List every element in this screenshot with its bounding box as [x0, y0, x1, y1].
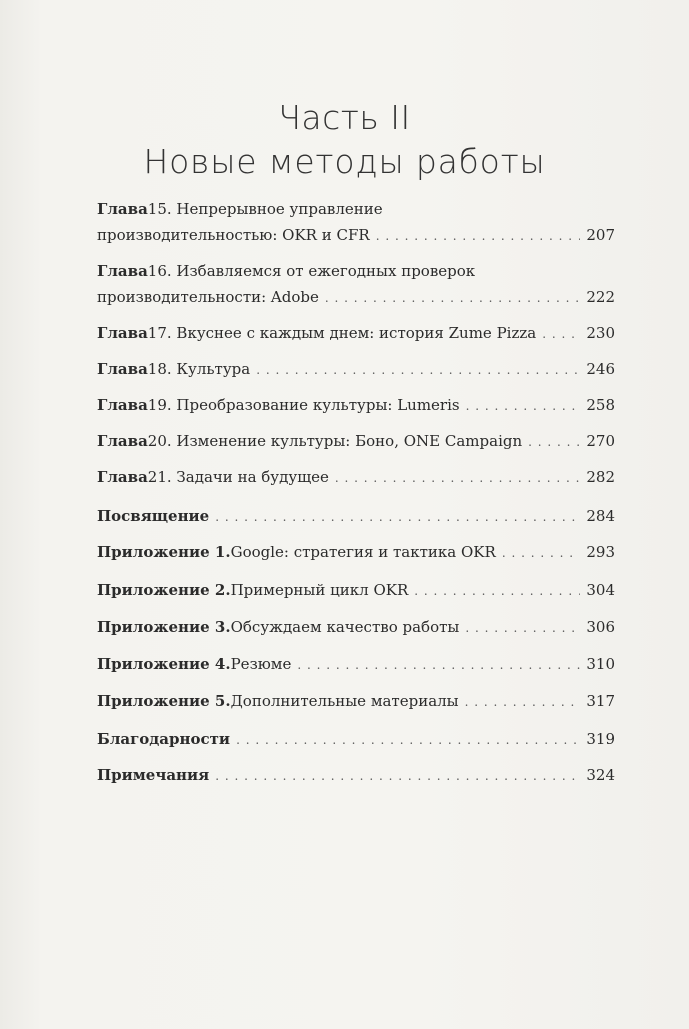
toc-entry-title: 18. Культура [147, 360, 251, 378]
toc-entry-dedication[interactable] [97, 503, 615, 530]
toc-entry-prefix: Глава [97, 396, 148, 414]
toc-entry-prefix: Глава [97, 324, 148, 342]
toc-page-number: 319 [586, 730, 615, 748]
toc-entry-acknowledgments[interactable] [97, 726, 615, 753]
toc-entry-title: 19. Преобразование культуры: Lumeris [147, 396, 460, 414]
toc-entry-chapter-18[interactable] [97, 356, 615, 383]
toc-entry-prefix: Приложение 5. [97, 692, 231, 710]
leader-dots [465, 615, 580, 641]
toc-page-number: 306 [586, 618, 615, 636]
toc-page-number: 270 [586, 432, 615, 450]
toc-entry-appendix-3[interactable] [97, 614, 615, 641]
toc-entry-prefix: Глава [97, 360, 148, 378]
toc-entry-appendix-4[interactable] [97, 651, 615, 678]
leader-dots [256, 357, 580, 383]
toc-page-number: 246 [586, 360, 615, 378]
leader-dots [236, 727, 580, 753]
toc-page-number: 293 [586, 543, 615, 561]
toc-page-number: 230 [586, 324, 615, 342]
part-label: Часть II [278, 98, 411, 137]
toc-entry-prefix: Приложение 1. [97, 543, 231, 561]
toc-entry-prefix: Посвящение [97, 507, 210, 525]
toc-page-number: 258 [586, 396, 615, 414]
toc-entry-prefix: Приложение 2. [97, 581, 231, 599]
toc-page-number: 222 [586, 288, 615, 306]
toc-entry-prefix: Примечания [97, 766, 210, 784]
toc-entry-prefix: Приложение 4. [97, 655, 231, 673]
toc-page-number: 310 [586, 655, 615, 673]
toc-entry-chapter-20[interactable] [97, 428, 615, 455]
toc-entry-prefix: Глава [97, 432, 148, 450]
toc-entry-title: 21. Задачи на будущее [147, 468, 329, 486]
toc-entry-title: Примерный цикл OKR [230, 581, 409, 599]
toc-entry-prefix: Глава [97, 200, 148, 218]
toc-entry-prefix: Приложение 3. [97, 618, 231, 636]
toc-entry-appendix-2[interactable] [97, 577, 615, 604]
leader-dots [335, 465, 580, 491]
toc-entry-chapter-15[interactable] [97, 196, 615, 249]
toc-entry-title-line1: 15. Непрерывное управление [147, 200, 383, 218]
toc-page-number: 282 [586, 468, 615, 486]
toc-page-number: 207 [586, 226, 615, 244]
leader-dots [325, 285, 580, 311]
leader-dots [465, 689, 581, 715]
leader-dots [414, 578, 580, 604]
toc-page-number: 324 [586, 766, 615, 784]
leader-dots [297, 652, 580, 678]
toc-entry-appendix-5[interactable] [97, 688, 615, 715]
toc-entry-chapter-21[interactable] [97, 464, 615, 491]
leader-dots [376, 223, 581, 249]
toc-entry-title-line1: 16. Избавляемся от ежегодных проверок [147, 262, 476, 280]
toc-entry-title-line2: производительностью: OKR и CFR [97, 226, 370, 244]
toc-entry-title: 17. Вкуснее с каждым днем: история Zume Pizza [147, 324, 537, 342]
leader-dots [542, 321, 580, 347]
toc-entry-chapter-16[interactable] [97, 258, 615, 311]
toc-entry-title: Google: стратегия и тактика OKR [230, 543, 496, 561]
toc-entry-title: Резюме [230, 655, 292, 673]
part-title: Новые методы работы [143, 142, 546, 181]
leader-dots [502, 540, 581, 566]
part-header [0, 96, 689, 184]
toc-entry-prefix: Глава [97, 468, 148, 486]
toc-entry-title: 20. Изменение культуры: Боно, ONE Campaign [147, 432, 523, 450]
toc-entry-title: Дополнительные материалы [230, 692, 459, 710]
leader-dots [215, 763, 580, 789]
toc-entry-prefix: Глава [97, 262, 148, 280]
toc-entry-chapter-17[interactable] [97, 320, 615, 347]
leader-dots [528, 429, 580, 455]
toc-entry-title: Обсуждаем качество работы [230, 618, 460, 636]
toc-entry-prefix: Благодарности [97, 730, 231, 748]
toc-entry-appendix-1[interactable] [97, 539, 615, 566]
leader-dots [466, 393, 581, 419]
toc-entry-notes[interactable] [97, 762, 615, 789]
toc-page-number: 304 [586, 581, 615, 599]
toc-entry-title-line2: производительности: Adobe [97, 288, 319, 306]
leader-dots [215, 504, 580, 530]
toc-page-number: 284 [586, 507, 615, 525]
toc-page-number: 317 [586, 692, 615, 710]
toc-entry-chapter-19[interactable] [97, 392, 615, 419]
